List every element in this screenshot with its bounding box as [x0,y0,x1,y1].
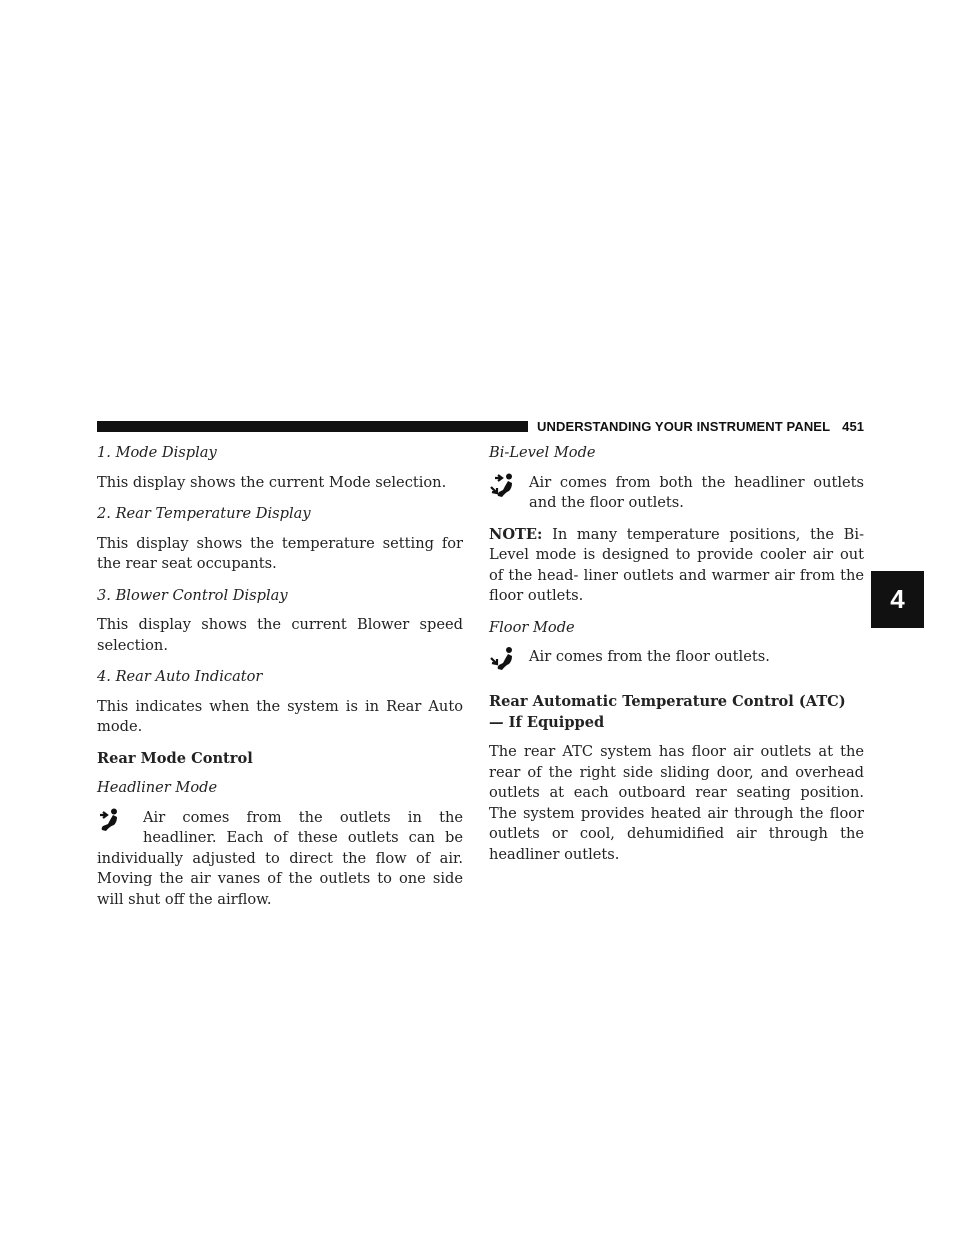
rear-auto-text: This indicates when the system is in Rear Auto mode. [97,697,463,735]
section-title: UNDERSTANDING YOUR INSTRUMENT PANEL [537,419,831,434]
mode-display-heading: 1. Mode Display [97,444,217,461]
note-text: In many temperature positions, the Bi-Level mode is designed to provide cooler air out of the head- liner outlets and warmer air from the floor outlets. [489,525,864,604]
headliner-mode-icon [97,808,143,848]
rear-atc-heading: Rear Automatic Temperature Control (ATC) — If Equipped [489,693,846,731]
page-number: 451 [842,419,865,434]
floor-mode-heading: Floor Mode [489,618,575,636]
headliner-mode-block [97,808,463,911]
rear-auto-heading: 4. Rear Auto Indicator [97,668,263,685]
chapter-tab: 4 [871,571,924,628]
bilevel-mode-text: Air comes from both the headliner outlets and the floor outlets. [529,473,864,511]
note-paragraph [489,525,864,607]
header-rule [97,421,528,432]
bilevel-mode-heading: Bi-Level Mode [489,444,596,461]
floor-mode-text: Air comes from the floor outlets. [529,648,770,665]
headliner-mode-heading: Headliner Mode [97,779,218,796]
bilevel-mode-row [489,473,864,514]
left-column [97,443,463,921]
blower-display-heading: 3. Blower Control Display [97,586,288,604]
rear-mode-control-heading: Rear Mode Control [97,749,253,767]
blower-display-text: This display shows the current Blower speed selection. [97,616,463,654]
rear-temp-display-text: This display shows the temperature setting for the rear seat occupants. [97,534,463,572]
mode-display-text: This display shows the current Mode selection. [97,473,447,491]
bilevel-mode-icon [489,473,529,507]
floor-mode-row [489,647,864,681]
rear-temp-display-heading: 2. Rear Temperature Display [97,505,311,522]
running-header [537,417,864,437]
right-column [489,443,864,876]
rear-atc-text: The rear ATC system has floor air outlets at the rear of the right side sliding door, and overhead outlets at each outboard rear seating position. The system provides heated air through the floor outlets or cool, dehumidified air through the headliner outlets. [489,743,864,863]
note-label: NOTE: [489,525,543,543]
floor-mode-icon [489,647,529,681]
headliner-mode-text: Air comes from the outlets in the headliner. Each of these outlets can be individually adjusted to direct the flow of air. Moving the air vanes of the outlets to one side will shut off the airflow. [97,808,463,908]
